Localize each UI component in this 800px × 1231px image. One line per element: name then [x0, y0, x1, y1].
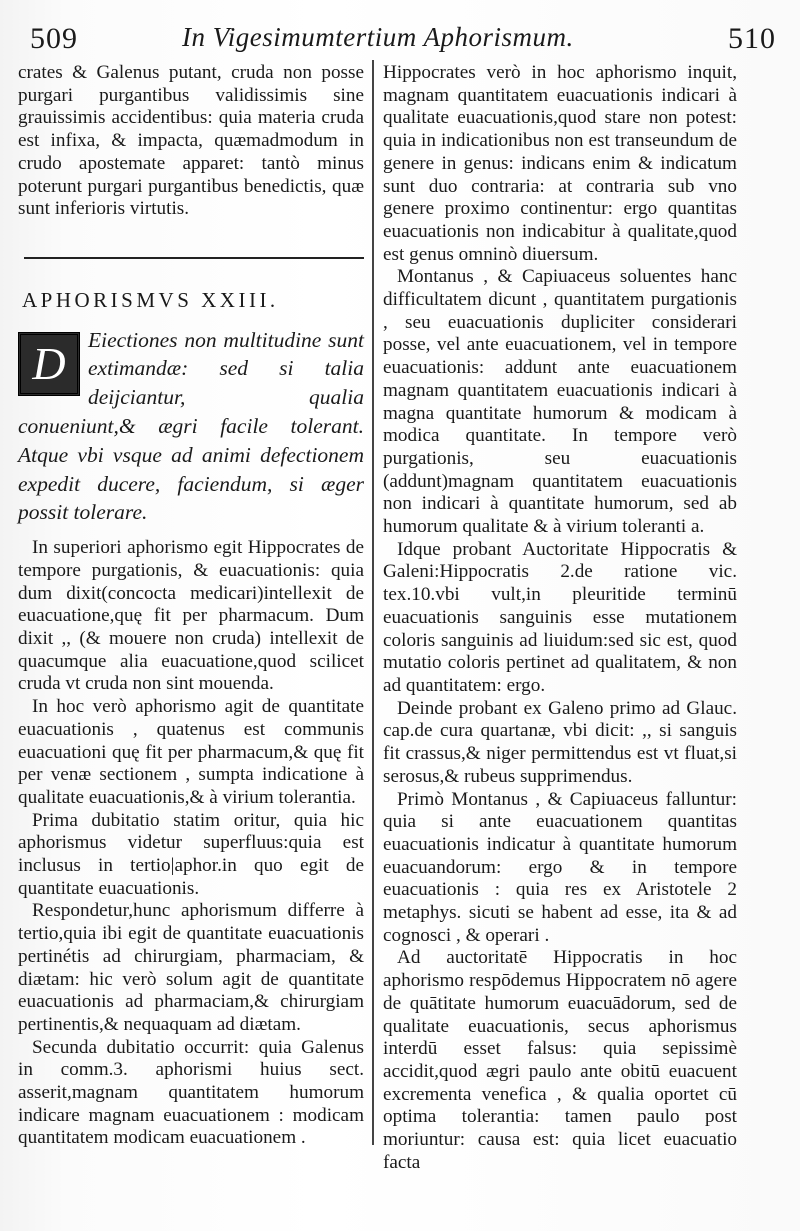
paragraph: Hippocrates verò in hoc aphorismo inquit, magnam quantitatem euacuationis indicari à qualitate euacuationis,quod stare non potest: quia in indicationibus non est transeundum de genere in genus: indicans enim & indicatum sunt duo contraria: at contraria sub vno genere proximo continentur: ergo quantitas euacuationis non indicabitur à qualitate,quod est genus omninò diuersum. — [383, 62, 737, 265]
right-column — [383, 62, 737, 1174]
dropcap-initial: D — [18, 332, 80, 396]
paragraph: In hoc verò aphorismo agit de quantitate euacuationis , quatenus est communis euacuationi quę fit per pharmacum,& quę fit per venæ sectionem , sumpta indicatione à qualitate euacuationis,& à virium tolerantia. — [18, 696, 364, 808]
paragraph: Respondetur,hunc aphorismum differre à tertio,quia ibi egit de quantitate euacuationis pertinétis ad chirurgiam, pharmaciam, & diætam: hic verò solum agit de quantitate euacuationis ad pharmaciam,& chirurgiam pertinentis,& nequaquam ad diætam. — [18, 900, 364, 1035]
paragraph: crates & Galenus putant, cruda non posse purgari purgantibus validissimis sine grauissimis accidentibus: quia materia cruda est infixa, & impacta, quæmadmodum in crudo apostemate apparet: tantò minus poterunt purgari purgantibus benedictis, quæ sunt inferioris virtutis. — [18, 62, 364, 220]
aphorism-text: Eiectiones non multitudine sunt extimandæ: sed si talia deijciantur, qualia conueniunt,& ægri facile tolerant. Atque vbi vsque ad animi defectionem expedit ducere, faciendum, si æger possit tolerare. — [18, 327, 364, 525]
paragraph: Deinde probant ex Galeno primo ad Glauc. cap.de cura quartanæ, vbi dicit: ,, si sanguis fit crassus,& niger permittendus est vt fluat,si serosus,& rubeus supprimendus. — [383, 697, 737, 787]
left-column — [18, 62, 364, 1150]
paragraph: Secunda dubitatio occurrit: quia Galenus in comm.3. aphorismi huius sect. asserit,magnam quantitatem humorum indicare magnam euacuationem : modicam quantitatem modicam euacuationem . — [18, 1036, 364, 1149]
paragraph: In superiori aphorismo egit Hippocrates de tempore purgationis, & euacuationis: quia dum dixit(concocta medicari)intellexit de euacuatione,quę fit per pharmacum. Dum dixit ,, (& mouere non cruda) intellexit de quacumque alia euacuatione,quod scilicet cruda vt cruda non sint mouenda. — [18, 537, 364, 695]
aphorism-text-block — [18, 326, 364, 528]
aphorism-heading: APHORISMVS XXIII. — [22, 287, 279, 312]
right-page-number: 510 — [728, 22, 776, 55]
paragraph: Montanus , & Capiuaceus soluentes hanc difficultatem dicunt , quantitatem purgationis , seu euacuationis dupliciter considerari posse, vel ante euacuationem, vel in tempore euacuationis: addunt ante euacuationem magnam quantitatem euacuationis indicari à magna quantitate humorum & modicam à modica quantitate. In tempore verò purgationis, seu euacuationis (addunt)magnam quantitatem euacuationis non indicari à quantitate humorum, sed ab humorum qualitate & à virium toleranti a. — [383, 266, 737, 538]
paragraph: Ad auctoritatē Hippocratis in hoc aphorismo respōdemus Hippocratem nō agere de quātitate humorum euacuādorum, sed de qualitate euacuationis, secus aphorismus interdū esset falsus: quia sepissimè accidit,quod ægri paulo ante obitū euacuent excrementa venefica , & qualia oportet cū optima tolerantia: tamen paulo post moriuntur: causa est: quia licet euacuatio facta — [383, 947, 737, 1173]
paragraph: Primò Montanus , & Capiuaceus falluntur: quia si ante euacuationem quantitas euacuationis indicatur à quantitate humorum euacuandorum: ergo & in tempore euacuationis : quia res ex Aristotele 2 metaphys. sicuti se habent ad esse, ita & ad cognosci , & operari . — [383, 788, 737, 946]
section-rule — [24, 257, 364, 259]
column-divider — [372, 60, 374, 1145]
left-page-number: 509 — [30, 22, 78, 55]
paragraph: Prima dubitatio statim oritur, quia hic aphorismus videtur superfluus:quia est inclusus in tertio|aphor.in quo egit de quantitate euacuationis. — [18, 809, 364, 899]
paragraph: Idque probant Auctoritate Hippocratis & Galeni:Hippocratis 2.de ratione vic. tex.10.vbi vult,in pleuritide terminū euacuationis sanguinis esse mutationem coloris sanguinis ad liuidum:sed sic est, quod mutatio coloris pertinet ad qualitatem, & non ad quantitatem: ergo. — [383, 538, 737, 696]
running-header — [22, 18, 776, 58]
running-title: In Vigesimumtertium Aphorismum. — [182, 22, 574, 52]
